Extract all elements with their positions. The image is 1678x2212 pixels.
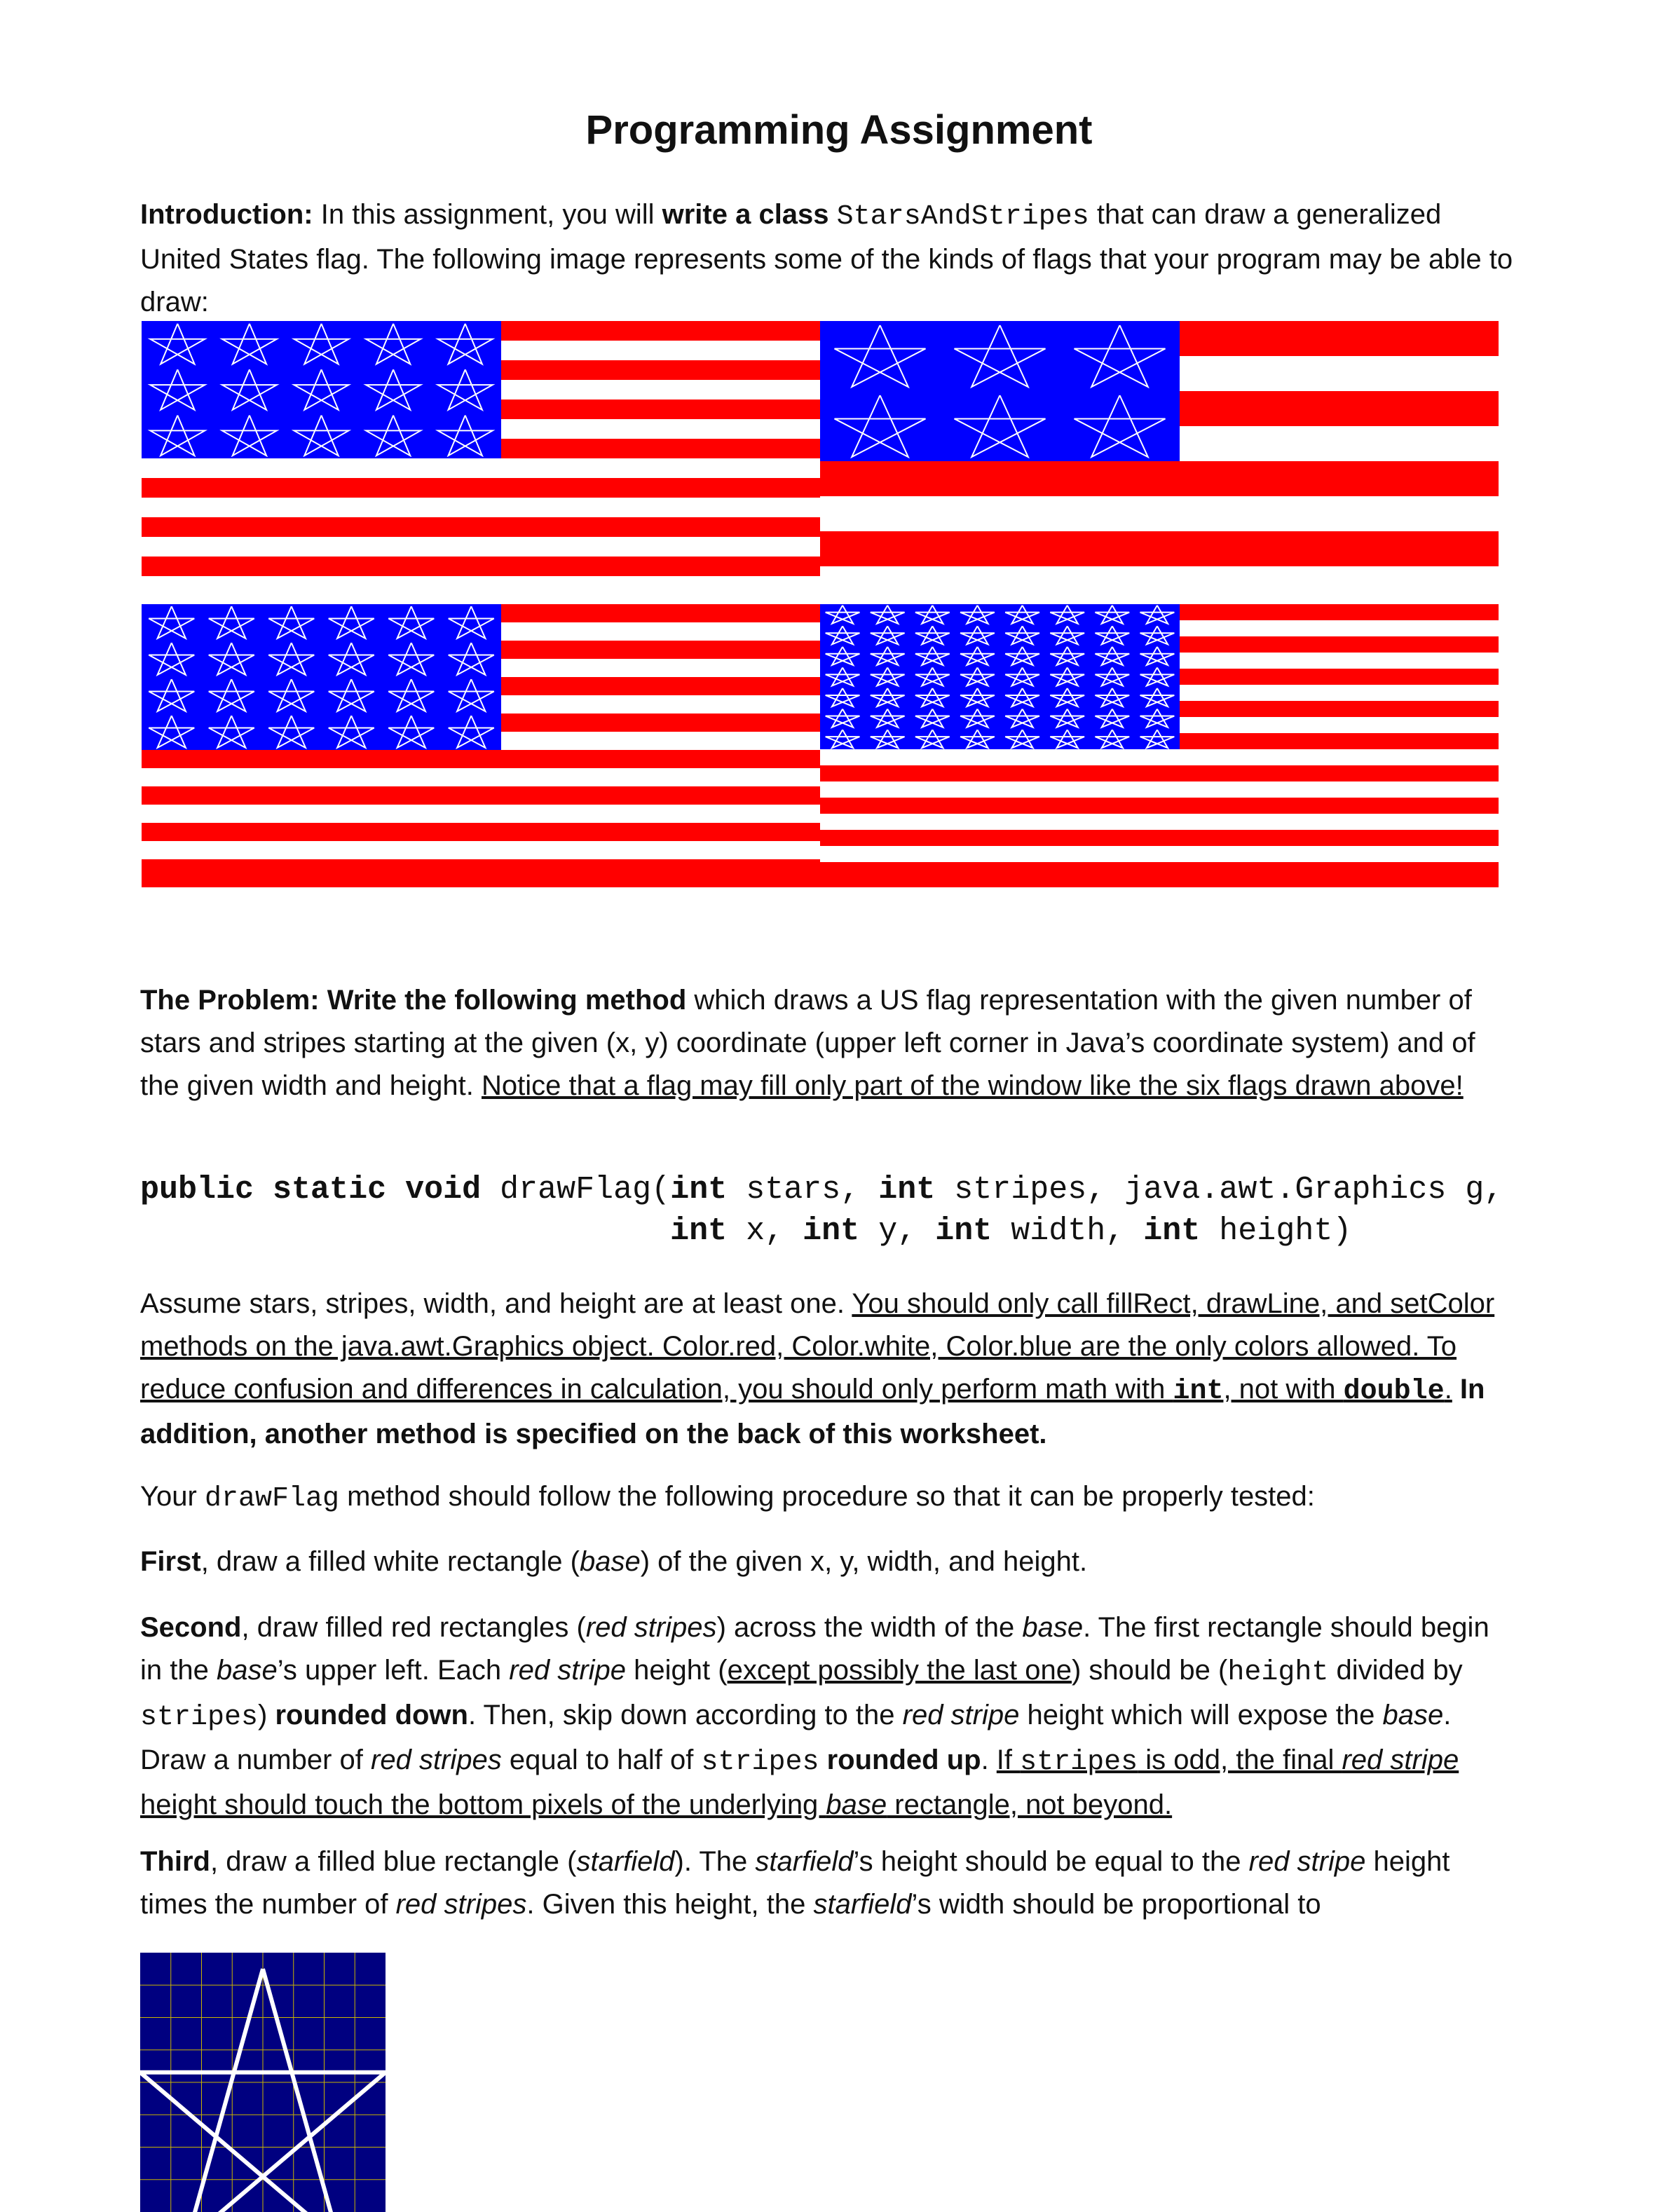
red-stripe [820, 862, 1499, 887]
class-name-code: StarsAndStripes [836, 201, 1089, 233]
flags-figure [142, 321, 1499, 887]
intro-paragraph: Introduction: In this assignment, you will write a class StarsAndStripes that can draw a generalized United States flag. The following image represents some of the kinds of flags that your program may be able to draw: [140, 199, 1513, 318]
starfield [820, 321, 1180, 461]
method-signature: public static void drawFlag(int stars, int stripes, java.awt.Graphics g, int x, int y, int width, int height) [140, 1172, 1503, 1249]
star-grid-figure [140, 1953, 386, 2212]
second-step: Second, draw filled red rectangles (red stripes) across the width of the base. The first rectangle should begin in the base’s upper left. Each red stripe height (except possibly the last one) should be (height divided by stripes) rounded down. Then, skip down according to the red stripe height which will expose the base. Draw a number of red stripes equal to half of stripes rounded up. If stripes is odd, the final red stripe height should touch the bottom pixels of the underlying base rectangle, not beyond. [140, 1612, 1489, 1820]
procedure-paragraph: Your drawFlag method should follow the following procedure so that it can be properly tested: [140, 1481, 1315, 1515]
problem-label: The Problem: Write the following method [140, 985, 687, 1016]
red-stripe [142, 859, 820, 887]
starfield [142, 604, 501, 750]
red-stripe [820, 765, 1499, 781]
red-stripe [820, 830, 1499, 846]
red-stripe [142, 517, 820, 537]
page-title: Programming Assignment [585, 107, 1093, 153]
problem-note: Notice that a flag may fill only part of the window like the six flags drawn above! [482, 1070, 1464, 1101]
flag-1 [142, 321, 820, 604]
red-stripe [142, 557, 820, 576]
red-stripe [142, 823, 820, 841]
red-stripe [142, 786, 820, 805]
flag-3 [142, 604, 820, 887]
red-stripe [820, 798, 1499, 814]
assume-paragraph: Assume stars, stripes, width, and height are at least one. You should only call fillRect, drawLine, and setColor methods on the java.awt.Graphics object. Color.red, Color.white, Color.blue are the only colors allowed. To reduce confusion and differences in calculation, you should only perform math with int, not with double. In addition, another method is specified on the back of this worksheet. [140, 1288, 1495, 1449]
flag-2 [820, 321, 1499, 604]
problem-paragraph: The Problem: Write the following method which draws a US flag representation with the given number of stars and stripes starting at the given (x, y) coordinate (upper left corner in Java’s coordinate system) and of the given width and height. Notice that a flag may fill only part of the window like the six flags drawn above! [140, 985, 1475, 1101]
first-step: First, draw a filled white rectangle (base) of the given x, y, width, and height. [140, 1546, 1088, 1577]
third-step: Third, draw a filled blue rectangle (starfield). The starfield’s height should be equal to the red stripe height times the number of red stripes. Given this height, the starfield’s width should be proportional to [140, 1846, 1450, 1920]
red-stripe [142, 478, 820, 498]
red-stripe [820, 531, 1499, 566]
red-stripe [820, 461, 1499, 496]
intro-label: Introduction: [140, 199, 313, 230]
flag-4 [820, 604, 1499, 887]
red-stripe [142, 750, 820, 768]
